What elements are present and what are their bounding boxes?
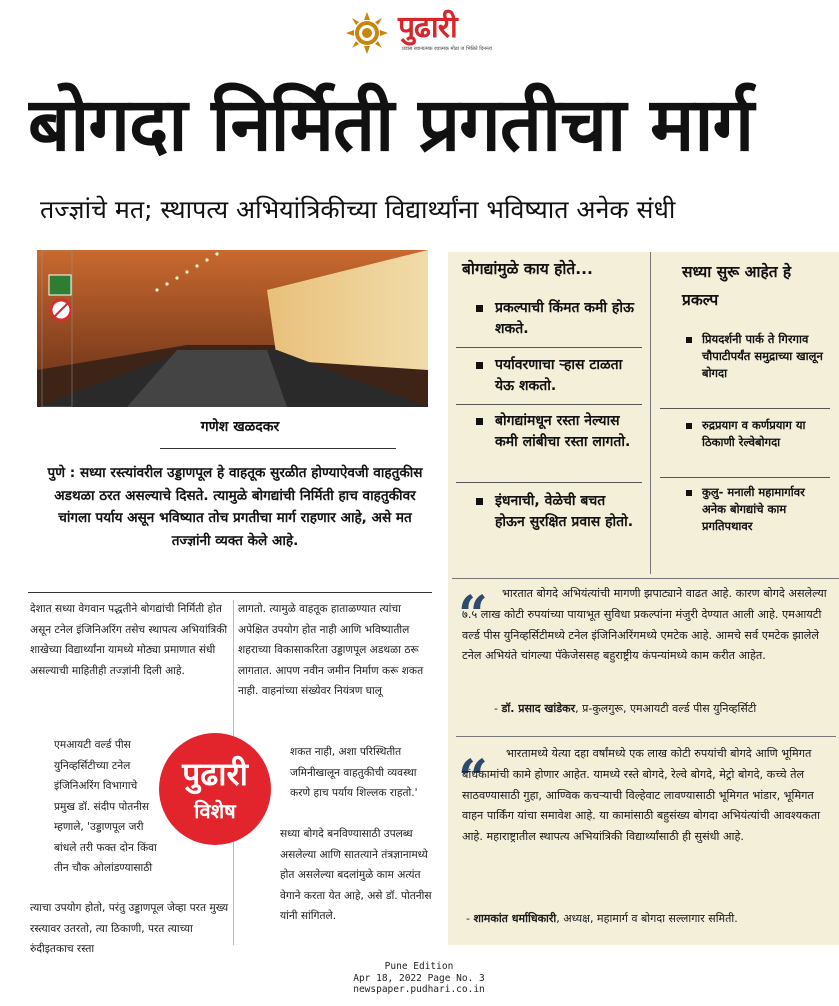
benefit-item — [476, 491, 641, 557]
masthead-brand: पुढारी — [398, 10, 457, 45]
bullet-icon — [476, 498, 483, 505]
body-col2-p1: लागतो. त्यामुळे वाहतूक हाताळण्यात त्यांचा अपेक्षित उपयोग होत नाही आणि भविष्यातील शहराच्या विकासाकरिता उड्डाणपूल अडथळा ठरू लागतात. आपण नवीन जमीन निर्माण करू शकत नाही. वाहनांच्या संख्येवर नियंत्रण घालू — [238, 603, 424, 697]
body-col1-p3: त्याचा उपयोग होतो, परंतु उड्डाणपूल जेव्हा परत मुख्य रस्त्यावर उतरतो, त्या ठिकाणी, परत त्याच्या रुंदीइतकाच रस्ता — [30, 902, 229, 955]
body-col1-p1: देशात सध्या वेगवान पद्धतीने बोगद्यांची निर्मिती होत असून टनेल इंजिनिअरिंग तसेच स्थापत्य अभियांत्रिकी शाखेच्या विद्यार्थ्यांना यामध्ये मोठ्या प्रमाणात संधी असल्याची माहितीही तज्ज्ञांनी दिली आहे. — [30, 603, 228, 677]
quote-text: भारतामध्ये येत्या दहा वर्षांमध्ये एक लाख कोटी रुपयांची बोगदे आणि भूमिगत बांधकामांची कामे होणार आहेत. यामध्ये रस्ते बोगदे, रेल्वे बोगदे, मेट्रो बोगदे, कच्चे तेल साठवण्यासाठी गुहा, आण्विक कचऱ्याची विल्हेवाट लावण्यासाठी भूमिगत भांडार, भूमिगत वाहन पार्किंग यांचा समावेश आहे. या कामांसाठी बहुसंख्य बोगदा अभियंत्यांची आवश्यकता आहे. महाराष्ट्रातील स्थापत्य अभियांत्रिकी विद्यार्थ्यांसाठी ही सुसंधी आहे. — [462, 747, 821, 844]
bullet-icon — [476, 418, 483, 425]
benefits-title: बोगद्यांमुळे काय होते... — [462, 260, 593, 278]
project-text: प्रियदर्शनी पार्क ते गिरगाव चौपाटीपर्यंत समुद्राच्या खालून बोगदा — [702, 332, 823, 380]
quote-role: , प्र-कुलगुरू, एमआयटी वर्ल्ड पीस युनिव्हर्सिटी — [575, 702, 757, 715]
quote-mark-icon: “ — [458, 585, 488, 646]
benefit-text: इंधनाची, वेळेची बचत होऊन सुरक्षित प्रवास होतो. — [495, 493, 634, 530]
benefit-separator — [456, 404, 642, 405]
byline: गणेश खळदकर — [200, 419, 280, 435]
project-text: कुलु- मनाली महामार्गावर अनेक बोगद्यांचे काम प्रगतिपथावर — [702, 485, 805, 533]
benefit-text: पर्यावरणाचा ऱ्हास टाळता येऊ शकतो. — [495, 357, 623, 394]
masthead-tagline: प्रवास स्थानात्मक रथात्मक मोठा ज भिन्निते दिनन्त्य — [402, 46, 492, 52]
body-col1-p2: एमआयटी वर्ल्ड पीस युनिव्हर्सिटीच्या टनेल इंजिनिअरिंग विभागाचे प्रमुख डॉ. संदीप पोतनीस म्हणाले, 'उड्डाणपूल जरी बांधले तरी फक्त दोन किंवा तीन चौक ओलांडण्यासाठी — [54, 739, 157, 874]
footer-edition: Pune Edition — [384, 961, 454, 972]
bullet-icon — [686, 423, 692, 429]
projects-title: सध्या सुरू आहेत हे प्रकल्प — [682, 263, 792, 309]
headline: बोगदा निर्मिती प्रगतीचा मार्ग — [28, 82, 754, 168]
quote-author: शामकांत धर्माधिकारी — [473, 912, 557, 925]
quote-text: भारतात बोगदे अभियंत्यांची मागणी झपाट्याने वाढत आहे. कारण बोगदे असलेल्या ७.५ लाख कोटी रुपयांच्या पायाभूत सुविधा प्रकल्पांना मंजुरी देण्यात आली आहे. एमआयटी वर्ल्ड पीस युनिव्हर्सिटीमध्ये टनेल इंजिनिअरिंगमध्ये एमटेक आहे. आमचे सर्व एमटेक झालेले टनेल अभियंते चांगल्या पॅकेजेससह बहुराष्ट्रीय कंपन्यांमध्ये काम करीत आहेत. — [462, 587, 827, 663]
edition-footer — [319, 961, 519, 996]
project-text: रुद्रप्रयाग व कर्णप्रयाग या ठिकाणी रेल्वेबोगदा — [702, 418, 806, 449]
benefit-item — [476, 355, 641, 399]
benefit-item — [476, 411, 641, 477]
lead-paragraph: पुणे : सध्या रस्त्यांवरील उड्डाणपूल हे वाहतूक सुरळीत होण्याऐवजी वाहतुकीस अडथळा ठरत असल्याचे दिसते. त्यामुळे बोगद्यांची निर्मिती हाच वाहतुकीवर चांगला पर्याय असून भविष्यात तोच प्रगतीचा मार्ग राहणार आहे, असे मत तज्ज्ञांनी व्यक्त केले आहे. — [47, 465, 423, 549]
quote-author: डॉ. प्रसाद खांडेकर — [501, 702, 576, 715]
subheadline: तज्ज्ञांचे मत; स्थापत्य अभियांत्रिकीच्या विद्यार्थ्यांना भविष्यात अनेक संधी — [40, 195, 676, 224]
quote-signature: - शामकांत धर्माधिकारी, अध्यक्ष, महामार्ग व बोगदा सल्लागार समिती. — [466, 912, 738, 925]
lead-rule — [28, 592, 432, 593]
badge-line1: पुढारी — [182, 755, 248, 793]
benefit-separator — [456, 482, 642, 483]
project-item — [686, 331, 831, 401]
bullet-icon — [476, 305, 483, 312]
masthead-logo[interactable] — [398, 10, 498, 56]
quote-mark-icon: “ — [458, 749, 488, 810]
project-item — [686, 484, 831, 554]
benefit-separator — [456, 347, 642, 348]
project-separator — [660, 477, 830, 478]
quote-signature: - डॉ. प्रसाद खांडेकर, प्र-कुलगुरू, एमआयटी वर्ल्ड पीस युनिव्हर्सिटी — [494, 702, 757, 715]
tunnel-photo — [37, 250, 428, 407]
body-col2-p3: सध्या बोगदे बनविण्यासाठी उपलब्ध असलेल्या आणि सातत्याने तंत्रज्ञानामध्ये होत असलेल्या बदलांमुळे काम अत्यंत वेगाने करता येत आहे, असे डॉ. पोतनीस यांनी सांगितले. — [280, 828, 432, 922]
badge-line2: विशेष — [194, 799, 236, 823]
quote-separator — [456, 736, 836, 737]
body-col2-p2: शकत नाही, अशा परिस्थितीत जमिनीखालून वाहतुकीची व्यवस्था करणे हाच पर्याय शिल्लक राहतो.' — [290, 746, 418, 799]
sidebar-divider — [650, 252, 651, 574]
sidebar-hr — [452, 578, 839, 579]
bullet-icon — [686, 337, 692, 343]
bullet-icon — [476, 362, 483, 369]
bullet-icon — [686, 490, 692, 496]
footer-url[interactable]: newspaper.pudhari.co.in — [353, 984, 485, 995]
project-separator — [660, 408, 830, 409]
benefit-text: बोगद्यांमधून रस्ता नेल्यास कमी लांबीचा रस्ता लागतो. — [495, 413, 631, 450]
project-item — [686, 417, 831, 469]
quote-role: , अध्यक्ष, महामार्ग व बोगदा सल्लागार समिती. — [556, 912, 738, 925]
byline-rule — [160, 448, 396, 449]
pudhari-emblem-icon — [346, 12, 388, 54]
benefit-item — [476, 298, 641, 342]
pudhari-vishesh-badge — [159, 733, 271, 845]
footer-date: Apr 18, 2022 Page No. 3 — [353, 972, 485, 984]
benefit-text: प्रकल्पाची किंमत कमी होऊ शकते. — [495, 300, 634, 337]
